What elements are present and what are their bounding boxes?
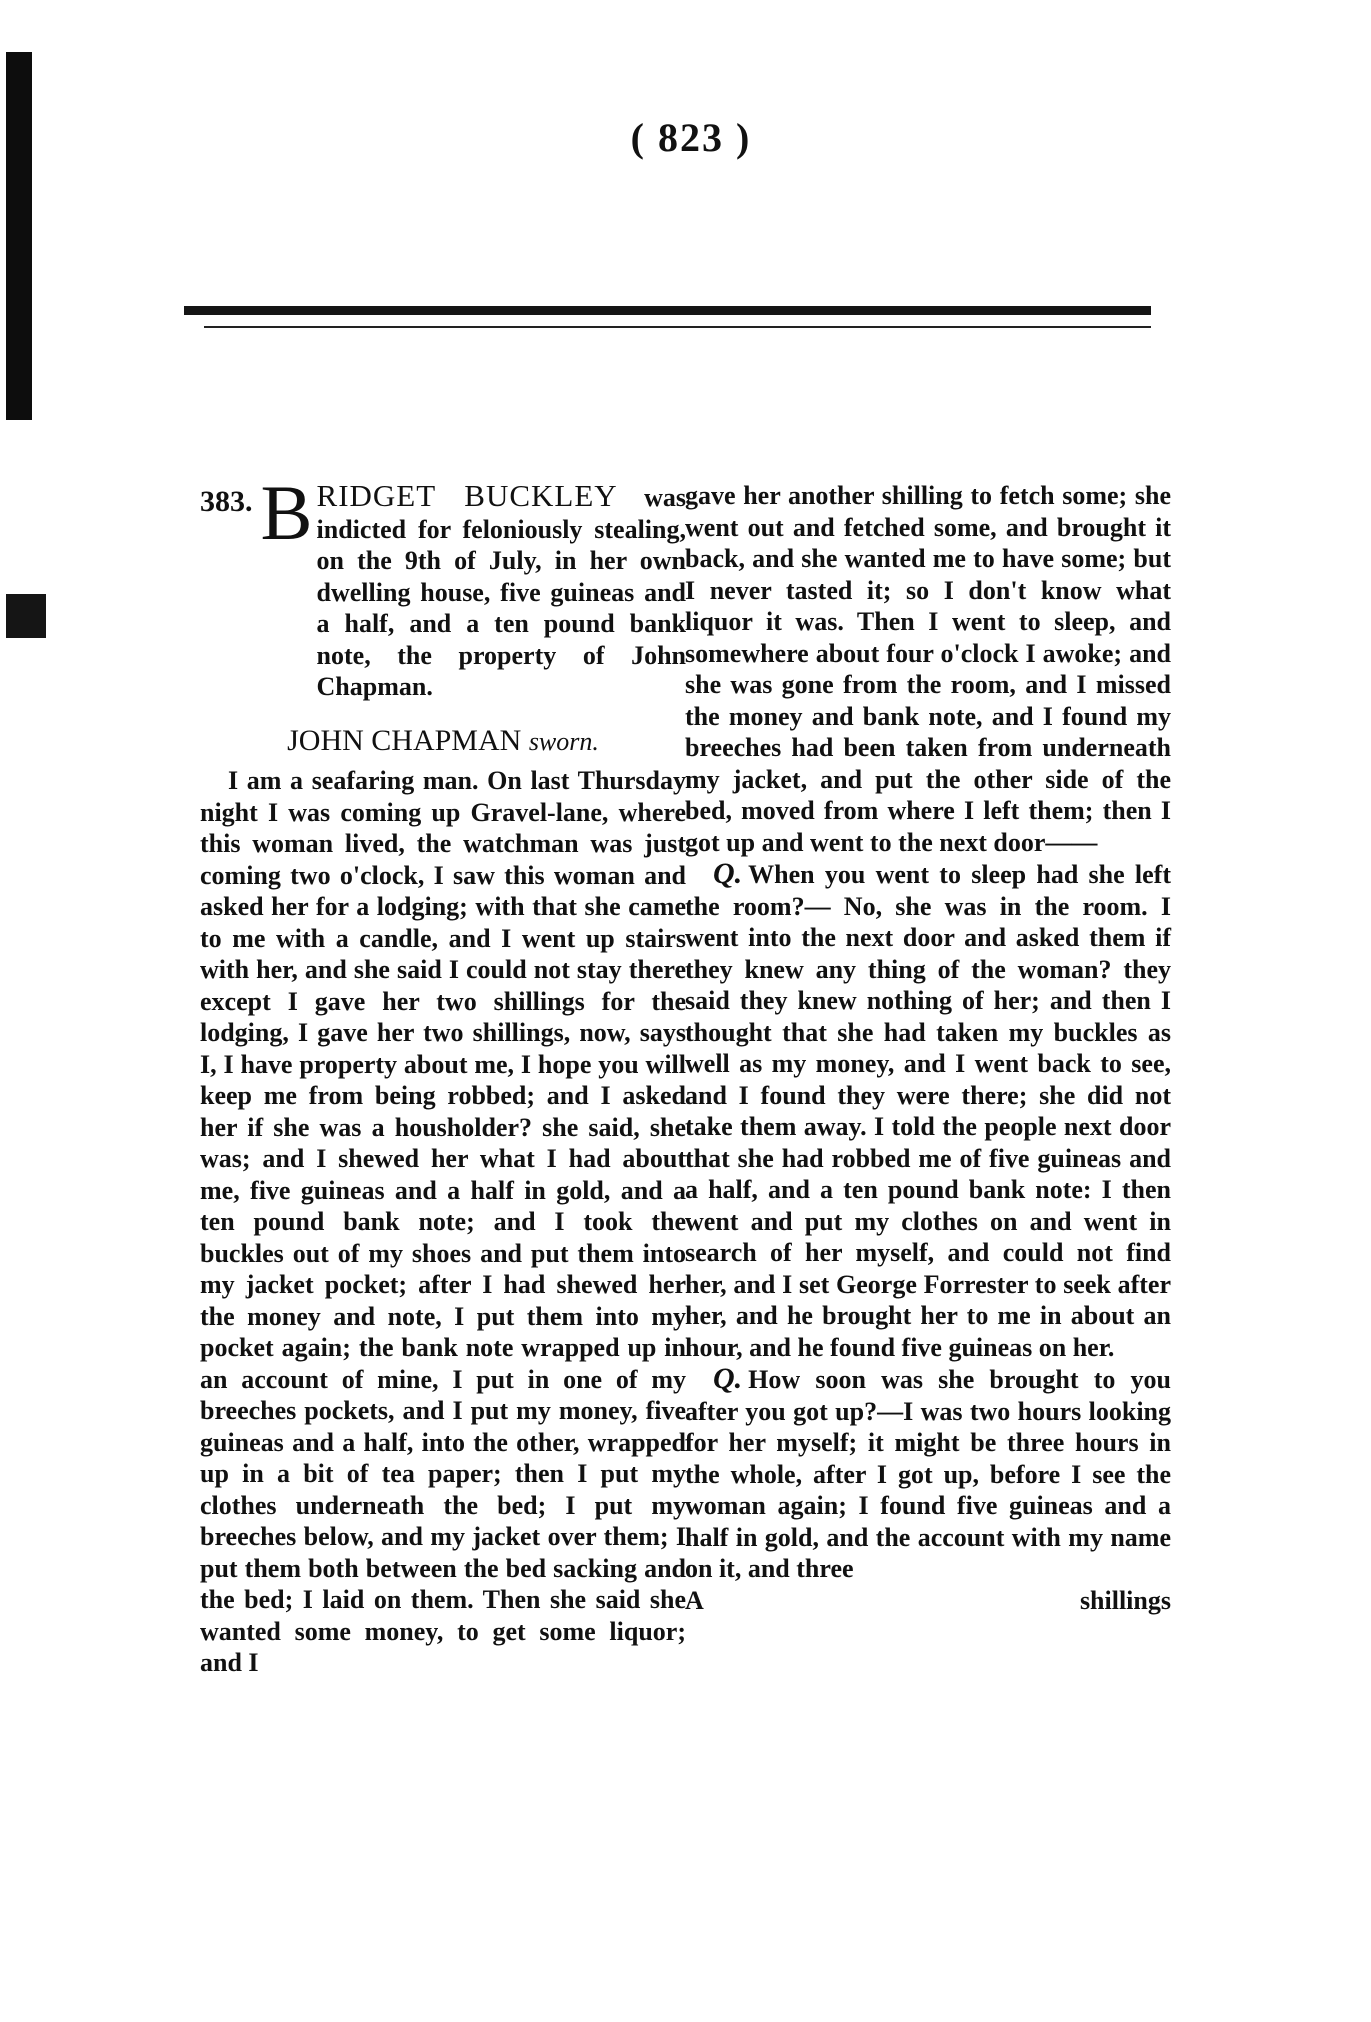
witness-status: sworn. — [528, 726, 599, 756]
header-rule-thick — [184, 306, 1151, 315]
question-mark-2: Q. — [713, 1362, 743, 1395]
left-column — [200, 469, 686, 1679]
testimony-continuation: gave her another shilling to fetch some; she went out and fetched some, and brought it back, and she wanted me to have some; but I never tasted it; so I don't know what liquor it was. Then I went to sleep, and somewhere about four o'clock I awoke; and she was gone from the room, and I missed the money and bank note, and I found my breeches had been taken from underneath my jacket, and put the other side of the bed, moved from where I left them; then I got up and went to the next door—— — [685, 481, 1171, 857]
question-1-text: When you went to sleep had she left the room?— No, she was in the room. I went into the next door and asked them if they knew any thing of the woman? they said they knew nothing of her; and then I thought that she had taken my buckles as well as my money, and I went back to see, and I found they were there; she did not take them away. I told the people next door that she had robbed me of five guineas and a half, and a ten pound bank note: I then went and put my clothes on and went in search of her myself, and could not find her, and I set George Forrester to seek after her, and he brought her to me in about an hour, and he found five guineas on her. — [685, 860, 1171, 1362]
testimony-paragraph: I am a seafaring man. On last Thursday night I was coming up Gravel-lane, where this woman lived, the watchman was just coming two o'clock, I saw this woman and asked her for a lodging; with that she came to me with a candle, and I went up stairs with her, and she said I could not stay there except I gave her two shillings for the lodging, I gave her two shillings, now, says I, I have property about me, I hope you will keep me from being robbed; and I asked her if she was a housholder? she said, she was; and I shewed her what I had about me, five guineas and a half in gold, and a ten pound bank note; and I took the buckles out of my shoes and put them into my jacket pocket; after I had shewed her the money and note, I put them into my pocket again; the bank note wrapped up in an account of mine, I put in one of my breeches pockets, and I put my money, five guineas and a half, into the other, wrapped up in a bit of tea paper; then I put my clothes underneath the bed; I put my breeches below, and my jacket over them; I put them both between the bed sacking and the bed; I laid on them. Then she said she wanted some money, to get some liquor; and I — [200, 766, 686, 1677]
scan-edge-mark — [6, 594, 46, 638]
page-footer-line — [685, 1585, 1171, 1617]
question-2 — [685, 1363, 1171, 1585]
defendant-name: RIDGET BUCKLEY — [316, 478, 618, 513]
page-number: ( 823 ) — [630, 115, 752, 160]
question-mark-1: Q. — [713, 857, 743, 890]
signature-mark: A — [685, 1585, 704, 1615]
indictment-text: was indicted for feloniously stealing, on the 9th of July, in her own dwelling house, five guineas and a half, and a ten pound bank note, the property of John Chapman. — [316, 483, 686, 701]
scan-edge-bar — [6, 52, 32, 420]
question-2-text: How soon was she brought to you after you got up?—I was two hours looking for her myself; it might be three hours in the whole, after I got up, before I see the woman again; I found five guineas and a half in gold, and the account with my name on it, and three — [685, 1365, 1171, 1583]
witness-name: JOHN CHAPMAN — [287, 723, 522, 757]
witness-heading — [200, 725, 686, 758]
question-1 — [685, 858, 1171, 1363]
catchword: shillings — [1079, 1585, 1171, 1615]
case-heading — [200, 469, 686, 703]
right-column — [685, 480, 1171, 1616]
header-rule-thin — [204, 326, 1151, 328]
case-heading-text — [317, 480, 686, 703]
case-number: 383. — [200, 485, 253, 518]
drop-cap: B — [260, 469, 313, 556]
